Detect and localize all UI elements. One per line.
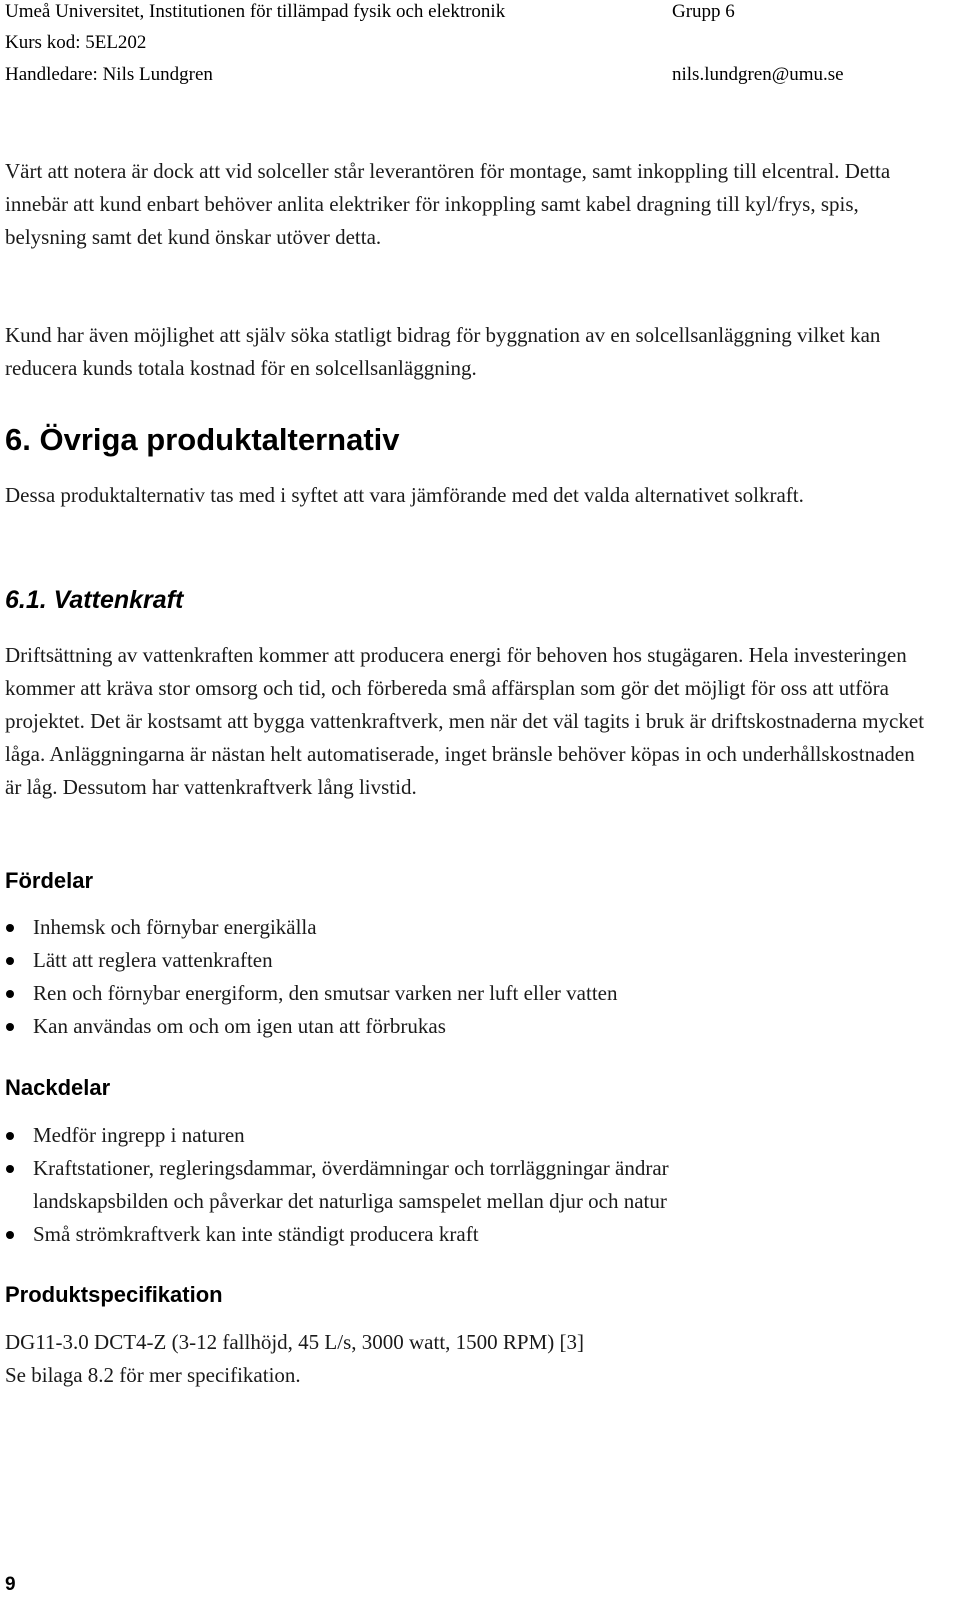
list-item: Lätt att reglera vattenkraften xyxy=(0,944,930,977)
product-spec-line-2: Se bilaga 8.2 för mer specifikation. xyxy=(5,1363,301,1387)
bullet-icon xyxy=(6,924,14,932)
header-institution: Umeå Universitet, Institutionen för tillämpad fysik och elektronik xyxy=(5,1,506,22)
advantages-heading: Fördelar xyxy=(5,868,94,893)
list-item: Små strömkraftverk kan inte ständigt producera kraft xyxy=(0,1218,930,1251)
list-item: Inhemsk och förnybar energikälla xyxy=(0,911,930,944)
bullet-icon xyxy=(6,990,14,998)
header-email: nils.lundgren@umu.se xyxy=(672,64,844,85)
page-number: 9 xyxy=(5,1574,16,1595)
list-item: Ren och förnybar energiform, den smutsar varken ner luft eller vatten xyxy=(0,977,930,1010)
bullet-icon xyxy=(6,1132,14,1140)
header-course-code: Kurs kod: 5EL202 xyxy=(5,32,147,53)
bullet-icon xyxy=(6,1231,14,1239)
list-item: Kan användas om och om igen utan att förbrukas xyxy=(0,1010,930,1043)
section-6-1-heading: 6.1. Vattenkraft xyxy=(5,586,184,614)
paragraph-installation-note: Värt att notera är dock att vid solceller står leverantören för montage, samt inkoppling till elcentral. Detta innebär att kund enbart behöver anlita elektriker för inkoppling samt kabel dragning till kyl/frys, spis, belysning samt det kund önskar utöver detta. xyxy=(5,159,891,249)
product-spec-line-1: DG11-3.0 DCT4-Z (3-12 fallhöjd, 45 L/s, 3000 watt, 1500 RPM) [3] xyxy=(5,1330,584,1354)
disadvantages-list xyxy=(0,1119,930,1251)
section-6-heading: 6. Övriga produktalternativ xyxy=(5,422,400,457)
bullet-icon xyxy=(6,957,14,965)
section-6-1-body: Driftsättning av vattenkraften kommer att producera energi för behoven hos stugägaren. Hela investeringen kommer att kräva stor omsorg och tid, och förbereda små affärsplan som gör det möjligt för oss att utföra projektet. Det är kostsamt att bygga vattenkraftverk, men när det väl tagits i bruk är driftskostnaderna mycket låga. Anläggningarna är nästan helt automatiserade, inget bränsle behöver köpas in och underhållskostnaden är låg. Dessutom har vattenkraftverk lång livstid. xyxy=(5,643,925,799)
header-group: Grupp 6 xyxy=(672,1,735,22)
header-supervisor: Handledare: Nils Lundgren xyxy=(5,64,213,85)
list-item: Medför ingrepp i naturen xyxy=(0,1119,930,1152)
paragraph-state-grant: Kund har även möjlighet att själv söka statligt bidrag för byggnation av en solcellsanläggning vilket kan reducera kunds totala kostnad för en solcellsanläggning. xyxy=(5,323,881,380)
product-spec-heading: Produktspecifikation xyxy=(5,1282,223,1307)
bullet-icon xyxy=(6,1023,14,1031)
list-item: Kraftstationer, regleringsdammar, överdämningar och torrläggningar ändrar landskapsbilden och påverkar det naturliga samspelet mellan djur och natur xyxy=(0,1152,930,1218)
disadvantages-heading: Nackdelar xyxy=(5,1075,111,1100)
section-6-intro: Dessa produktalternativ tas med i syftet att vara jämförande med det valda alternativet solkraft. xyxy=(5,483,804,507)
bullet-icon xyxy=(6,1165,14,1173)
advantages-list xyxy=(0,911,930,1043)
